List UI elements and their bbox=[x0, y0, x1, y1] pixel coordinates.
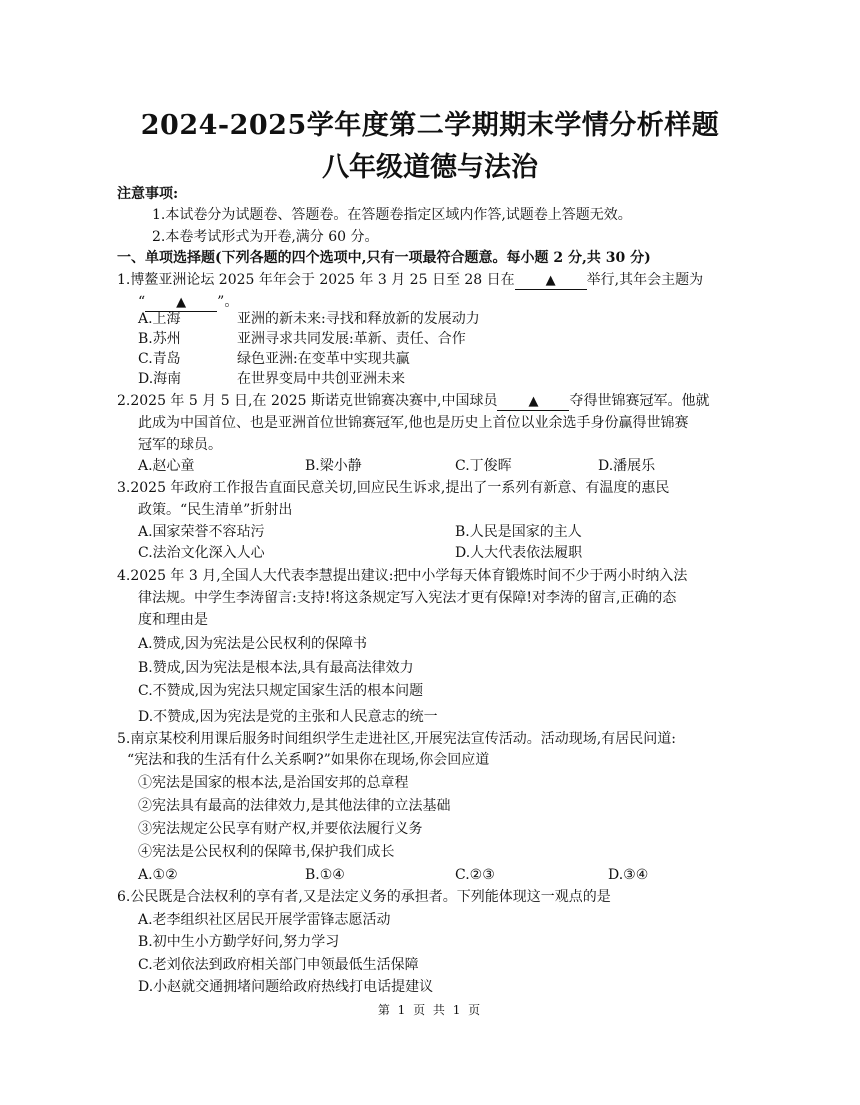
option-d: D.不赞成,因为宪法是党的主张和人民意志的统一 bbox=[138, 709, 438, 725]
option-d: D.潘展乐 bbox=[598, 458, 656, 474]
option-place: C.青岛 bbox=[138, 351, 181, 367]
triangle-marker-icon: ▲ bbox=[528, 394, 539, 409]
question-3-stem-cont: 政策。“民生清单”折射出 bbox=[138, 502, 293, 518]
option-a: A.①② bbox=[138, 867, 178, 883]
open-quote: “ bbox=[138, 294, 146, 310]
option-c: C.②③ bbox=[455, 867, 495, 883]
option-theme: 亚洲寻求共同发展:革新、责任、合作 bbox=[237, 331, 466, 347]
option-b: B.初中生小方勤学好问,努力学习 bbox=[138, 934, 340, 950]
question-2-stem-cont: 此成为中国首位、也是亚洲首位世锦赛冠军,他也是历史上首位以业余选手身份赢得世锦赛 bbox=[138, 415, 689, 431]
statement-item: ②宪法具有最高的法律效力,是其他法律的立法基础 bbox=[138, 798, 451, 814]
page-footer: 第 1 页 共 1 页 bbox=[377, 1003, 483, 1017]
question-3-stem: 3.2025 年政府工作报告直面民意关切,回应民生诉求,提出了一系列有新意、有温度的惠民 bbox=[117, 480, 670, 496]
triangle-marker-icon: ▲ bbox=[176, 295, 187, 310]
option-c: C.法治文化深入人心 bbox=[138, 545, 265, 561]
option-d: D.③④ bbox=[608, 867, 649, 883]
question-5-stem-cont: “宪法和我的生活有什么关系啊?”如果你在现场,你会回应道 bbox=[127, 752, 490, 768]
option-a: A.老李组织社区居民开展学雷锋志愿活动 bbox=[138, 912, 391, 928]
question-4-stem: 4.2025 年 3 月,全国人大代表李慧提出建议:把中小学每天体育锻炼时间不少于两小时纳入法 bbox=[117, 568, 688, 584]
question-6-stem: 6.公民既是合法权利的享有者,又是法定义务的承担者。下列能体现这一观点的是 bbox=[117, 889, 611, 905]
option-c: C.老刘依法到政府相关部门申领最低生活保障 bbox=[138, 957, 419, 973]
notice-heading: 注意事项: bbox=[117, 186, 179, 202]
question-4-stem-cont: 律法规。中学生李涛留言:支持!将这条规定写入宪法才更有保障!对李涛的留言,正确的态 bbox=[138, 590, 677, 606]
option-place: D.海南 bbox=[138, 371, 182, 387]
stem-text: 夺得世锦赛冠军。他就 bbox=[569, 393, 710, 409]
statement-item: ③宪法规定公民享有财产权,并要依法履行义务 bbox=[138, 821, 423, 837]
section-heading: 一、单项选择题(下列各题的四个选项中,只有一项最符合题意。每小题 2 分,共 30 分) bbox=[117, 250, 651, 266]
option-place: B.苏州 bbox=[138, 331, 181, 347]
option-b: B.①④ bbox=[305, 867, 345, 883]
question-2-stem-cont: 冠军的球员。 bbox=[138, 437, 222, 453]
notice-item: 2.本卷考试形式为开卷,满分 60 分。 bbox=[152, 229, 379, 245]
close-quote: ”。 bbox=[217, 294, 239, 310]
exam-subtitle: 八年级道德与法治 bbox=[322, 152, 538, 183]
statement-item: ①宪法是国家的根本法,是治国安邦的总章程 bbox=[138, 775, 409, 791]
option-a: A.赞成,因为宪法是公民权利的保障书 bbox=[138, 636, 368, 652]
stem-text: 1.博鳌亚洲论坛 2025 年年会于 2025 年 3 月 25 日至 28 日在 bbox=[117, 272, 515, 288]
option-b: B.赞成,因为宪法是根本法,具有最高法律效力 bbox=[138, 660, 414, 676]
question-1-stem bbox=[117, 270, 703, 290]
option-b: B.梁小静 bbox=[305, 458, 362, 474]
option-theme: 绿色亚洲:在变革中实现共赢 bbox=[237, 351, 410, 367]
option-d: D.小赵就交通拥堵问题给政府热线打电话提建议 bbox=[138, 979, 434, 995]
option-d: D.人大代表依法履职 bbox=[455, 545, 583, 561]
exam-title: 2024-2025学年度第二学期期末学情分析样题 bbox=[140, 110, 720, 141]
option-theme: 亚洲的新未来:寻找和释放新的发展动力 bbox=[237, 311, 480, 327]
triangle-marker-icon: ▲ bbox=[545, 273, 556, 288]
stem-text: 举行,其年会主题为 bbox=[586, 272, 704, 288]
question-4-stem-cont: 度和理由是 bbox=[138, 612, 208, 628]
answer-blank bbox=[497, 393, 569, 411]
option-place: A.上海 bbox=[138, 311, 181, 327]
option-b: B.人民是国家的主人 bbox=[455, 524, 582, 540]
option-c: C.不赞成,因为宪法只规定国家生活的根本问题 bbox=[138, 683, 424, 699]
answer-blank bbox=[515, 272, 587, 290]
option-c: C.丁俊晖 bbox=[455, 458, 512, 474]
statement-item: ④宪法是公民权利的保障书,保护我们成长 bbox=[138, 844, 395, 860]
question-5-stem: 5.南京某校利用课后服务时间组织学生走进社区,开展宪法宣传活动。活动现场,有居民问道: bbox=[117, 731, 676, 747]
stem-text: 2.2025 年 5 月 5 日,在 2025 斯诺克世锦赛决赛中,中国球员 bbox=[117, 393, 498, 409]
notice-item: 1.本试卷分为试题卷、答题卷。在答题卷指定区域内作答,试题卷上答题无效。 bbox=[152, 207, 632, 223]
question-2-stem bbox=[117, 391, 709, 411]
option-a: A.赵心童 bbox=[138, 458, 195, 474]
option-theme: 在世界变局中共创亚洲未来 bbox=[237, 371, 405, 387]
option-a: A.国家荣誉不容玷污 bbox=[138, 524, 265, 540]
